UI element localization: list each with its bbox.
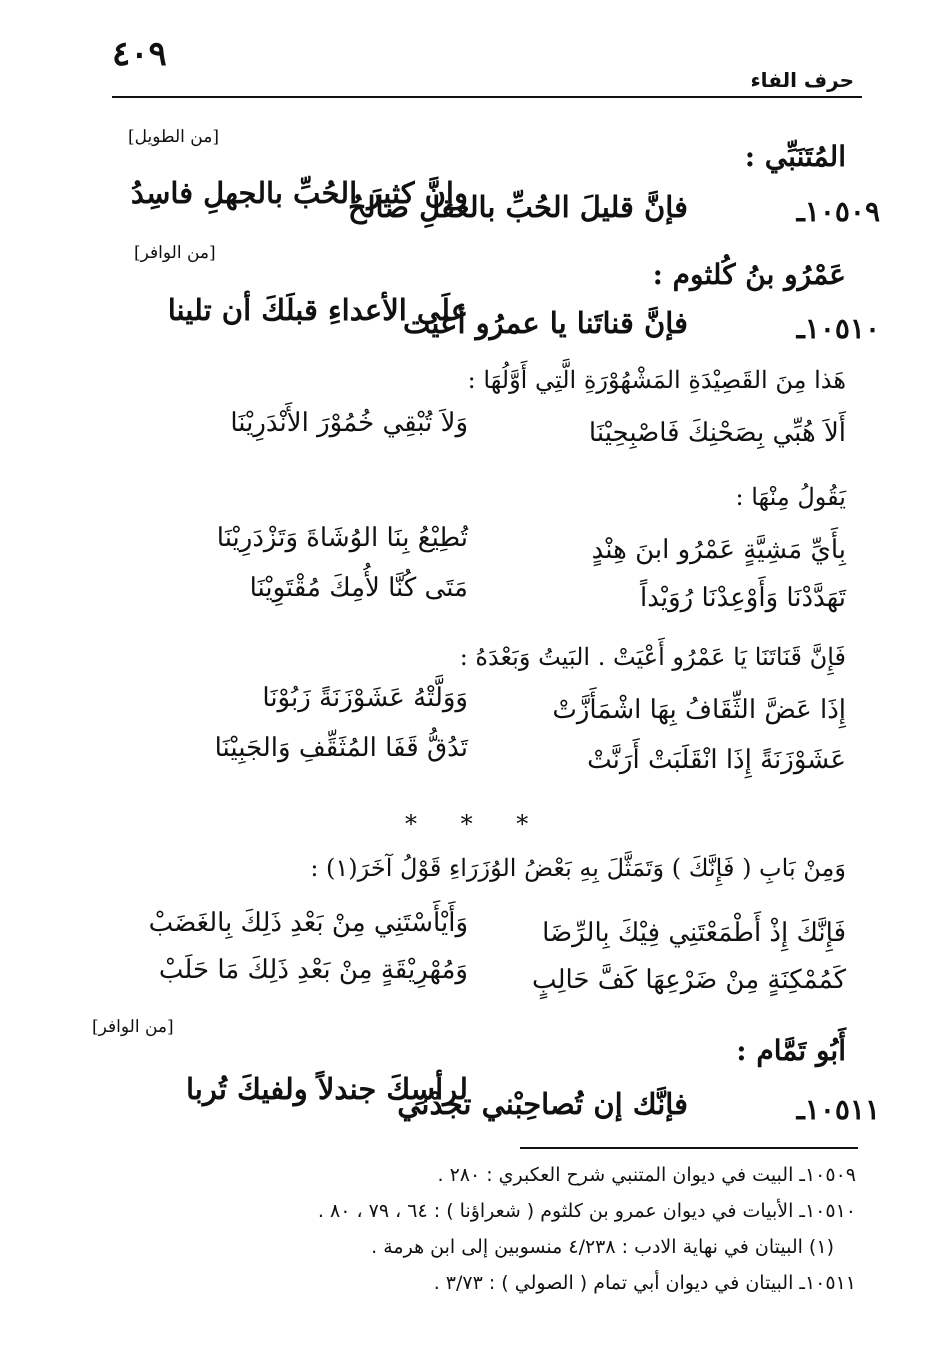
poet-name: المُتَنَبِّي : <box>744 140 846 173</box>
verse-hemistich: أَلاَ هُبِّي بِصَحْنِكَ فَاصْبِحِيْنَا <box>588 418 846 448</box>
verse-hemistich: تَدُقُّ قَفَا المُثَقِّفِ وَالجَبِيْنَا <box>214 733 468 763</box>
page-number: ٤٠٩ <box>112 34 167 74</box>
verse-number: ١٠٥٠٩ـ <box>796 195 880 228</box>
section-intro: وَمِنْ بَابِ ( فَإِنَّكَ ) وَتَمَثَّلَ بِهِ بَعْضُ الوُزَرَاءِ قَوْلُ آخَرَ(١) : <box>310 854 846 882</box>
verse-hemistich: تَهَدَّدْنَا وَأَوْعِدْنَا رُوَيْداً <box>639 583 846 613</box>
footnote: ١٠٥١٠ـ الأبيات في ديوان عمرو بن كلثوم ( شعراؤنا ) : ٦٤ ، ٧٩ ، ٨٠ . <box>317 1200 856 1222</box>
poet-name: أَبُو تَمَّام : <box>736 1034 846 1067</box>
verse-number: ١٠٥١٠ـ <box>796 312 880 345</box>
second-hemistich: لرأسِكَ جندلاً ولفيكَ تُربا <box>185 1072 468 1106</box>
footnote: ١٠٥٠٩ـ البيت في ديوان المتنبي شرح العكبري : ٢٨٠ . <box>437 1164 856 1186</box>
verse-hemistich: تُطِيْعُ بِنَا الوُشَاةَ وَتَزْدَرِيْنَا <box>216 523 468 553</box>
poet-name: عَمْرُو بنُ كُلثوم : <box>652 258 846 291</box>
meter-label: [من الطويل] <box>128 127 219 147</box>
running-head: حرف الفاء <box>750 68 854 92</box>
header-rule <box>112 96 862 98</box>
verse-hemistich: عَشَوْزَنَةً إِذَا انْقَلَبَتْ أَرَنَّتْ <box>587 745 846 775</box>
commentary-line: يَقُولُ مِنْهَا : <box>735 483 846 511</box>
section-separator: * * * <box>405 810 547 838</box>
second-hemistich: علَى الأعداءِ قبلَكَ أن تلينا <box>167 293 468 327</box>
first-hemistich: فإنَّ قناتَنا يا عمرُو أعيت <box>402 306 688 340</box>
verse-hemistich: وَوَلَّتْهُ عَشَوْزَنَةً زَبُوْنَا <box>262 683 468 713</box>
footnote: (١) البيتان في نهاية الادب : ٤/٢٣٨ منسوبين إلى ابن هرمة . <box>371 1236 834 1258</box>
commentary-intro: هَذا مِنَ القَصِيْدَةِ المَشْهُوْرَةِ الَّتِي أَوَّلُهَا : <box>467 366 846 394</box>
verse-hemistich: فَإِنَّكَ إِذْ أَطْمَعْتَنِي فِيْكَ بِالرِّضَا <box>542 918 846 948</box>
verse-hemistich: وَمُهْرِيْقَةٍ مِنْ بَعْدِ ذَلِكَ مَا حَلَبْ <box>158 955 468 985</box>
verse-hemistich: كَمُمْكِنَةٍ مِنْ ضَرْعِهَا كَفَّ حَالِبٍ <box>532 965 846 995</box>
second-hemistich: وإنَّ كثيرَ الحُبِّ بالجهلِ فاسِدُ <box>130 176 468 210</box>
footnote: ١٠٥١١ـ البيتان في ديوان أبي تمام ( الصولي ) : ٣/٧٣ . <box>433 1272 856 1294</box>
footnote-rule <box>520 1147 858 1149</box>
verse-hemistich: بِأَيِّ مَشِيَّةٍ عَمْرُو ابنَ هِنْدٍ <box>591 535 846 565</box>
commentary-line: فَإِنَّ قَنَاتَنَا يَا عَمْرُو أَعْيَتْ . البَيتُ وَبَعْدَهُ : <box>459 643 846 671</box>
meter-label: [من الوافر] <box>134 243 216 263</box>
verse-hemistich: وَلاَ تُبْقِي خُمُوْرَ الأَنْدَرِيْنَا <box>230 408 468 438</box>
verse-hemistich: إِذَا عَضَّ الثِّقَافُ بِهَا اشْمَأَزَّتْ <box>552 695 846 725</box>
verse-hemistich: مَتَى كُنَّا لأُمِكَ مُقْتَوِيْنَا <box>249 573 468 603</box>
verse-hemistich: وَأَيْأَسْتَنِي مِنْ بَعْدِ ذَلِكَ بِالغَضَبْ <box>148 908 468 938</box>
first-hemistich: فإنَّك إن تُصاحِبْني تجدْني <box>397 1087 688 1121</box>
verse-number: ١٠٥١١ـ <box>796 1093 880 1126</box>
meter-label: [من الوافر] <box>92 1017 174 1037</box>
first-hemistich: فإنَّ قليلَ الحُبِّ بالعقلِ صالحٌ <box>347 190 688 224</box>
